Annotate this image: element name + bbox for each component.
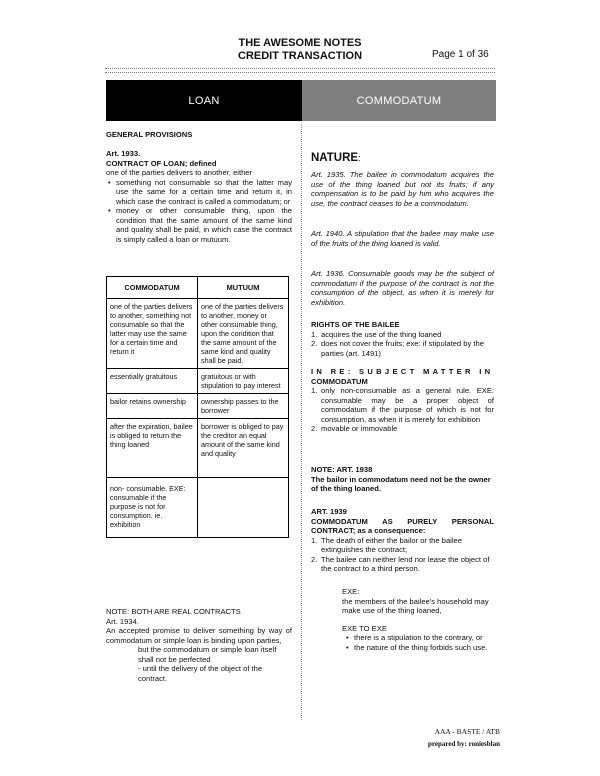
nature-heading [311, 148, 361, 166]
section-heading: GENERAL PROVISIONS [106, 130, 193, 139]
table-cell: ownership passes to the borrower [198, 394, 289, 419]
list-item: 2. does not cover the fruits; exe: if stipulated by the parties (art. 1491) [311, 339, 484, 358]
column-header-mutuum: MUTUUM [198, 277, 289, 299]
art-1934-text: An accepted promise to deliver something by way of commodatum or simple loan is binding upon parties, [106, 626, 292, 645]
table-cell: non- consumable. EXE: consumable if the purpose is not for consumption. ie. exhibition [107, 478, 198, 538]
art-1939-block [311, 507, 494, 574]
art-1933-intro: one of the parties delivers to another, either [106, 168, 253, 177]
table-row [107, 478, 289, 538]
subject-matter-block [311, 367, 494, 434]
table-cell [198, 478, 289, 538]
exe-label: EXE: [342, 587, 360, 596]
art-1934-but: but the commodatum or simple loan itself shall not be perfected [138, 645, 277, 664]
rights-list [311, 330, 494, 359]
tab-loan: LOAN [106, 80, 302, 121]
title-line-2: CREDIT TRANSACTION [237, 50, 363, 62]
table-cell: one of the parties delivers to another, something not consumable so that the latter may use the same for a certain time and return it [107, 299, 198, 369]
page-number: Page 1 of 36 [432, 49, 489, 60]
table-cell: after the expiration, bailee is obliged to return the thing loaned [107, 419, 198, 478]
note-1938-block [311, 465, 494, 494]
table-row [107, 394, 289, 419]
subject-matter-heading-2: COMMODATUM [311, 376, 368, 386]
real-contracts-note: NOTE: BOTH ARE REAL CONTRACTS [106, 607, 241, 616]
art-1933-label: Art. 1933. [106, 149, 141, 158]
art-1935: Art. 1935. The bailee in commodatum acquires the use of the thing loaned but not its fruits; if any compensation is to be paid by him who acquires the use, the contract ceases to be a commodatum. [311, 170, 494, 208]
nature-colon: : [358, 153, 361, 163]
art-1934-until: - until the delivery of the object of the contract. [138, 664, 263, 683]
table-header-row [107, 277, 289, 299]
art-1936: Art. 1936. Consumable goods may be the subject of commodatum if the purpose of the contract is not the consumption of the object, as when it is merely for exhibition. [311, 269, 494, 307]
table-cell: bailor retains ownership [107, 394, 198, 419]
header-divider [105, 68, 495, 69]
table-cell: one of the parties delivers to another, money or other consumable thing, upon the condition that the same amount of the same kind and quality shall be paid. [198, 299, 289, 369]
list-item: • money or other consumable thing, upon the condition that the same amount of the same kind and quality shall be paid, in which case the contract is simply called a loan or mutuum. [116, 206, 292, 244]
column-header-commodatum: COMMODATUM [107, 277, 198, 299]
list-item: 2. movable or immovable [311, 424, 398, 433]
list-item: 1. The death of either the bailor or the bailee extinguishes the contract; [311, 535, 462, 554]
list-item: • there is a stipulation to the contrary, or [354, 633, 492, 643]
nature-title: NATURE [311, 152, 359, 164]
rights-heading: RIGHTS OF THE BAILEE [311, 320, 400, 329]
table-row [107, 299, 289, 369]
list-item: 1. acquires the use of the thing loaned [311, 329, 442, 339]
table-cell: borrower is obliged to pay the creditor an equal amount of the same kind and quality [198, 419, 289, 478]
list-item: • something not consumable so that the latter may use the same for a certain time and return it, in which case the contract is called a commodatum; or [116, 178, 292, 207]
exe-to-exe-list [342, 633, 492, 652]
art-1934-block [106, 607, 292, 683]
exception-block [342, 587, 492, 652]
exe-text: the members of the bailee's household may make use of the thing loaned, [342, 596, 489, 615]
art-1939-label: ART. 1939 [311, 507, 347, 516]
art-1934-label: Art. 1934. [106, 616, 139, 626]
list-item: 1. only non-consumable as a general rule. EXE: consumable may be a proper object of commodatum if the purpose of which is not for consumption, as when it is merely for exhibition [311, 386, 494, 424]
subject-matter-heading: IN RE: SUBJECT MATTER IN [311, 367, 494, 376]
document-title [160, 37, 440, 63]
art-1940: Art. 1940. A stipulation that the bailee may make use of the fruits of the thing loaned is valid. [311, 229, 494, 248]
column-divider [301, 125, 302, 720]
footer-authors: AAA - BASTE / ATB [434, 727, 500, 736]
art-1933-block [106, 149, 292, 244]
contract-of-loan-heading: CONTRACT OF LOAN; defined [106, 158, 217, 168]
title-line-1: THE AWESOME NOTES [238, 37, 362, 49]
table-row [107, 419, 289, 478]
personal-contract-list [311, 536, 494, 574]
header-divider-2 [105, 72, 495, 73]
personal-contract-heading: COMMODATUM AS PURELY PERSONAL CONTRACT; as a consequence: [311, 516, 494, 535]
list-item: 2. The bailee can neither lend nor lease the object of the contract to a third person. [311, 554, 490, 573]
footer-prepared-by: prepared by: roniesblan [428, 740, 500, 748]
list-item: • the nature of the thing forbids such use. [354, 643, 492, 653]
comparison-table [106, 276, 289, 538]
table-row [107, 369, 289, 394]
table-cell: gratuitous or with stipulation to pay interest [198, 369, 289, 394]
tab-commodatum: COMMODATUM [302, 80, 496, 121]
rights-block [311, 320, 494, 358]
exe-to-exe-label: EXE TO EXE [342, 623, 387, 633]
table-cell: essentially gratuitous [107, 369, 198, 394]
note-1938-heading: NOTE: ART. 1938 [311, 465, 373, 474]
loan-kinds-list [106, 178, 292, 245]
subject-matter-list [311, 386, 494, 434]
note-1938-text: The bailor in commodatum need not be the owner of the thing loaned. [311, 474, 491, 493]
